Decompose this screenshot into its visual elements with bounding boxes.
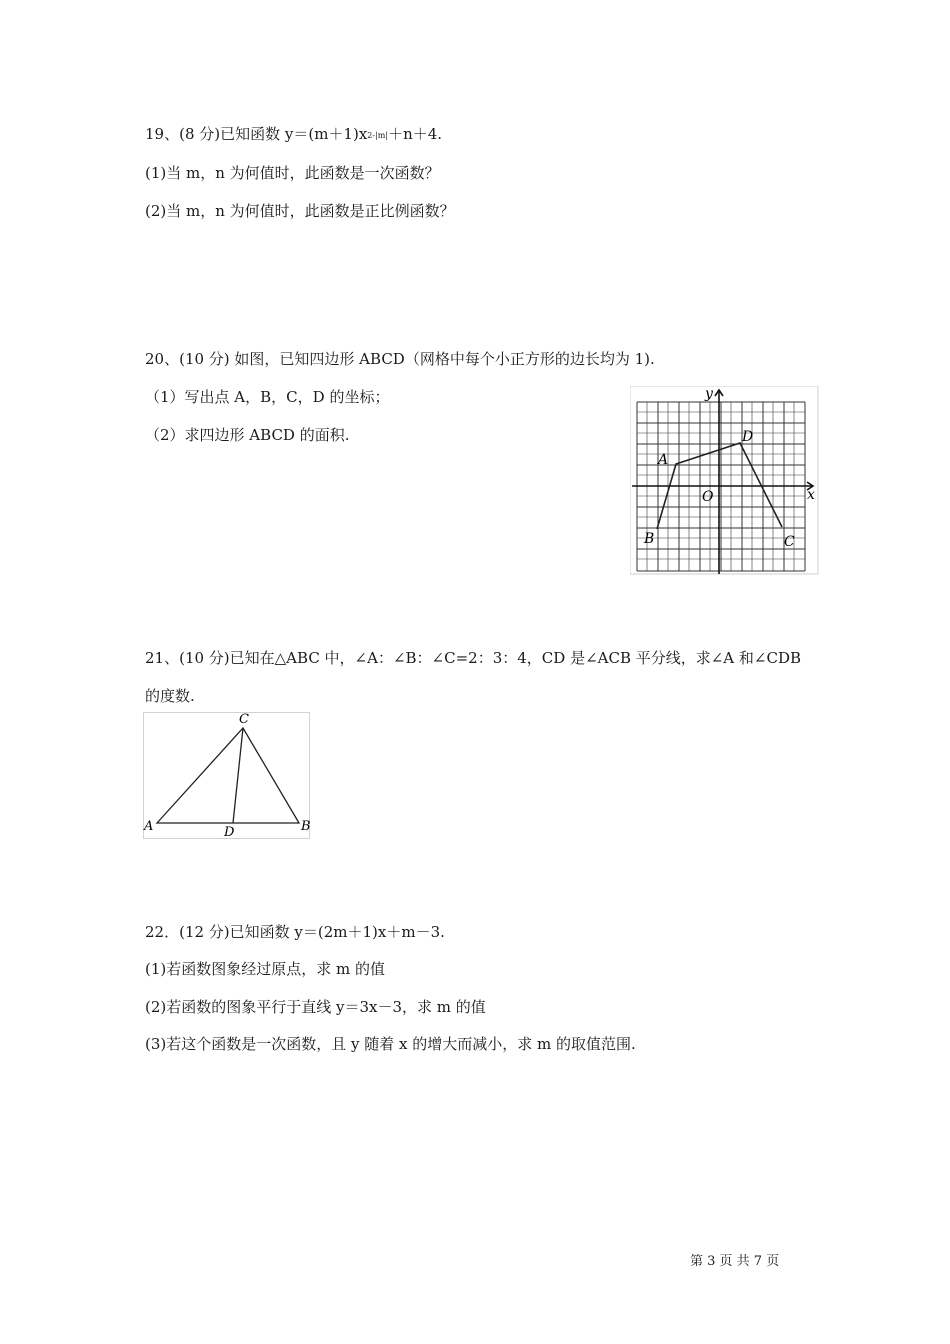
point-A-label: A (658, 452, 669, 468)
q22-part3: (3)若这个函数是一次函数，且 y 随着 x 的增大而减小，求 m 的取值范围. (145, 1035, 636, 1053)
q19-exponent: 2-|m| (367, 131, 389, 140)
vertex-C-label: C (239, 712, 249, 727)
q19-part2: (2)当 m，n 为何值时，此函数是正比例函数？ (145, 202, 455, 220)
q22-part1: (1)若函数图象经过原点，求 m 的值 (145, 960, 386, 978)
q20-part1: （1）写出点 A，B，C，D 的坐标； (145, 388, 390, 406)
page-number: 第 3 页 共 7 页 (690, 1254, 780, 1269)
point-B-label: B (644, 531, 655, 547)
q22-part2: (2)若函数的图象平行于直线 y＝3x－3，求 m 的值 (145, 998, 486, 1016)
q20-stem: 20、(10 分) 如图，已知四边形 ABCD（网格中每个小正方形的边长均为 1). (145, 350, 655, 368)
vertex-A-label: A (144, 819, 154, 834)
q19-stem-part1: 19、(8 分)已知函数 y＝(m＋1)x (145, 125, 368, 143)
y-axis-label: y (705, 386, 713, 402)
x-axis-label: x (807, 487, 815, 503)
point-C-label: C (784, 534, 795, 550)
q21-triangle-figure (143, 712, 311, 844)
origin-label: O (702, 489, 714, 505)
q21-triangle (143, 712, 311, 840)
q22-stem: 22．(12 分)已知函数 y＝(2m＋1)x＋m－3. (145, 923, 445, 941)
q20-grid-figure (630, 386, 820, 580)
q21-stem-cont: 的度数. (145, 687, 195, 705)
vertex-B-label: B (301, 819, 311, 834)
q20-part2: （2）求四边形 ABCD 的面积. (145, 426, 350, 444)
q21-stem: 21、(10 分)已知在△ABC 中，∠A：∠B：∠C=2：3：4，CD 是∠ACB 平分线，求∠A 和∠CDB (145, 649, 802, 667)
q19-stem-part2: ＋n＋4. (388, 125, 443, 143)
point-D-label: D (742, 429, 754, 445)
point-D-label: D (224, 825, 235, 840)
q20-coordinate-grid (630, 386, 820, 576)
q19-stem (145, 124, 442, 146)
q19-part1: (1)当 m，n 为何值时，此函数是一次函数？ (145, 164, 440, 182)
